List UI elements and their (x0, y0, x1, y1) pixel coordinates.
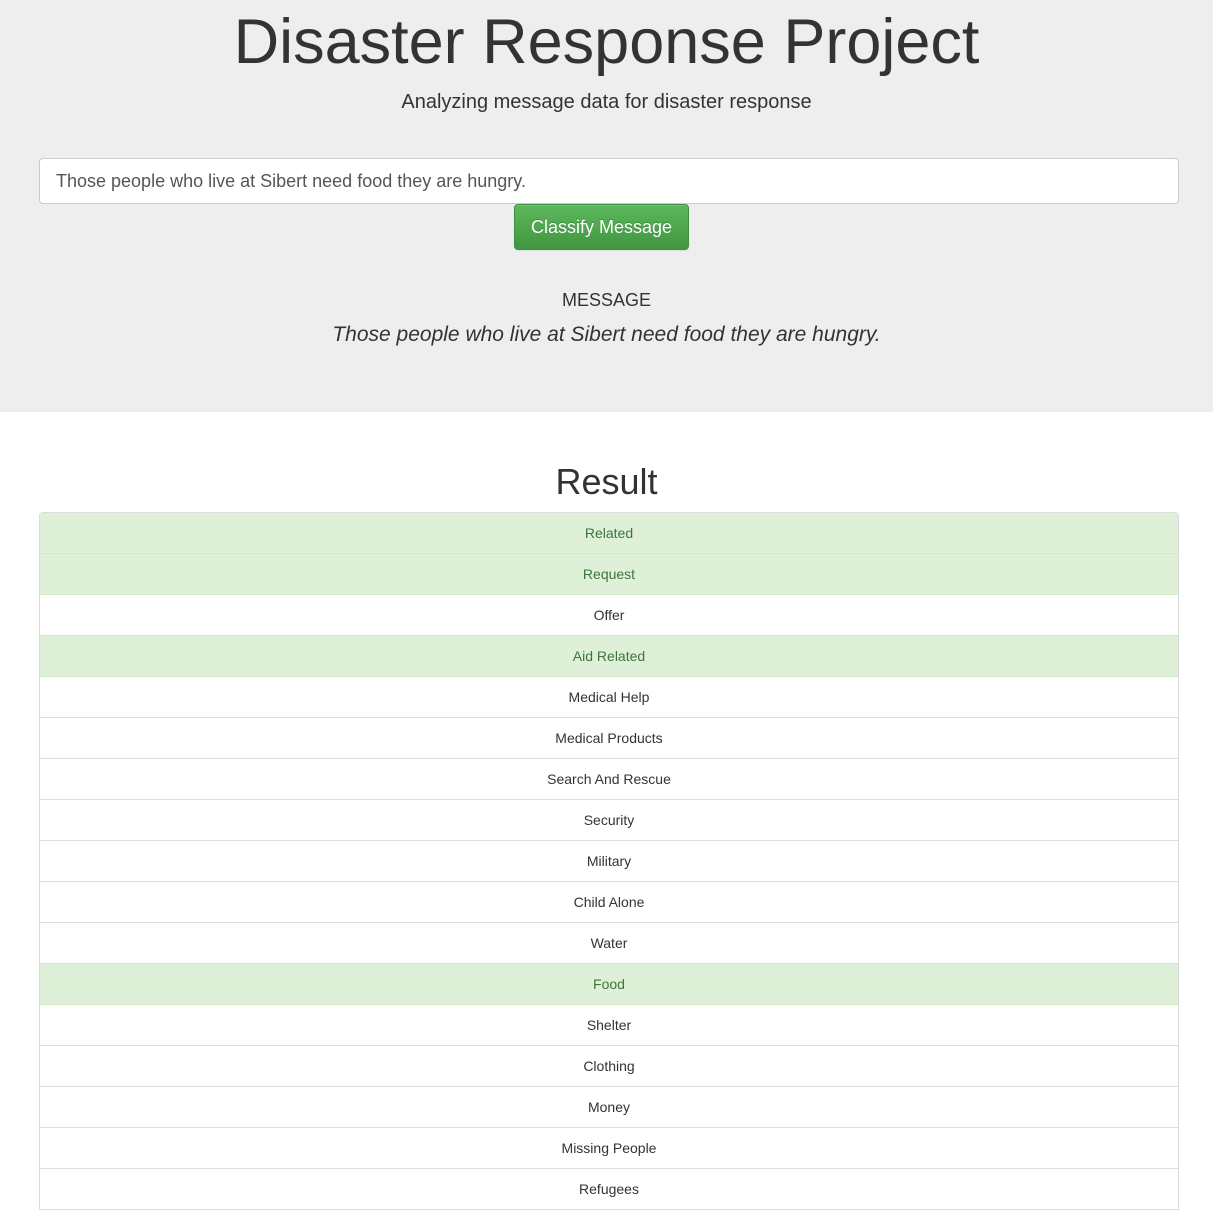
result-category-row: Related (40, 513, 1178, 554)
result-category-row: Clothing (40, 1046, 1178, 1087)
result-category-row: Missing People (40, 1128, 1178, 1169)
result-category-row: Military (40, 841, 1178, 882)
classified-message-text: Those people who live at Sibert need food they are hungry. (332, 323, 881, 346)
result-category-row: Medical Help (40, 677, 1178, 718)
result-category-row: Money (40, 1087, 1178, 1128)
result-category-row: Food (40, 964, 1178, 1005)
result-category-row: Refugees (40, 1169, 1178, 1210)
result-category-list (39, 512, 1179, 1210)
result-category-row: Aid Related (40, 636, 1178, 677)
classify-message-button[interactable]: Classify Message (514, 204, 689, 250)
result-category-row: Offer (40, 595, 1178, 636)
page-subtitle: Analyzing message data for disaster response (401, 91, 812, 113)
page-title: Disaster Response Project (233, 7, 980, 77)
message-input[interactable] (39, 158, 1179, 204)
result-category-row: Child Alone (40, 882, 1178, 923)
result-category-row: Search And Rescue (40, 759, 1178, 800)
message-heading: MESSAGE (561, 290, 652, 310)
result-category-row: Security (40, 800, 1178, 841)
result-category-row: Request (40, 554, 1178, 595)
header-jumbotron (0, 0, 1213, 412)
result-title: Result (555, 461, 658, 502)
result-category-row: Medical Products (40, 718, 1178, 759)
result-category-row: Shelter (40, 1005, 1178, 1046)
result-category-row: Water (40, 923, 1178, 964)
